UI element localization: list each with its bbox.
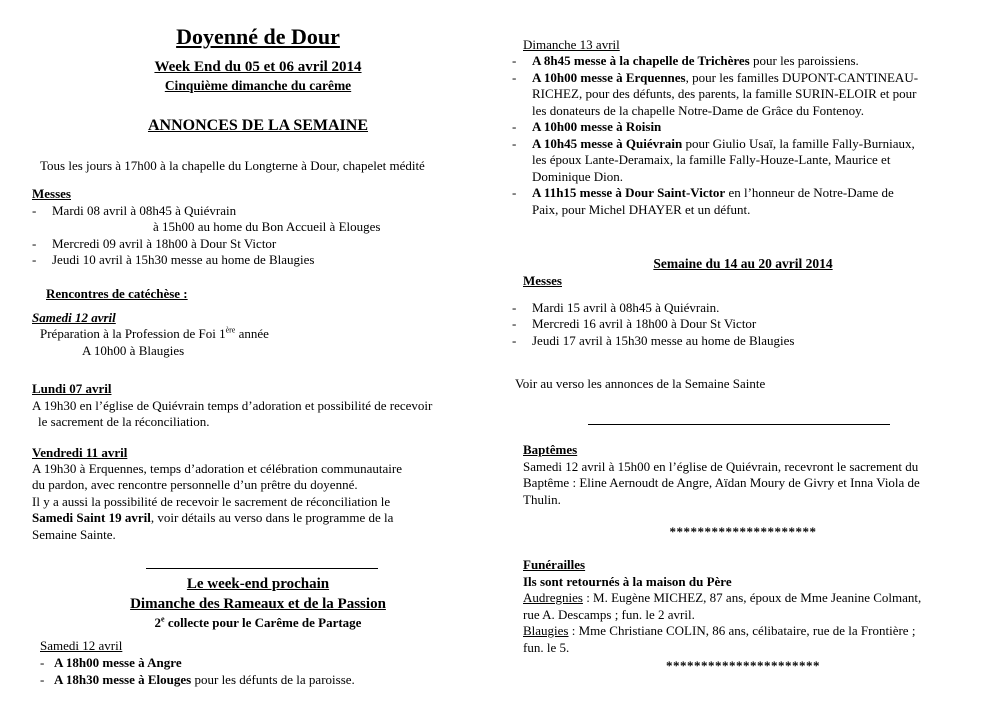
- verso-note: Voir au verso les annonces de la Semaine Sainte: [515, 376, 766, 391]
- sunday-mass-item: - A 11h15 messe à Dour Saint-Victor en l’honneur de Notre-Dame de: [512, 185, 894, 200]
- sunday-mass-continuation: les donateurs de la chapelle Notre-Dame de Grâce du Fontenoy.: [532, 103, 864, 118]
- mass-angre: - A 18h00 messe à Angre: [40, 655, 182, 670]
- vendredi-heading: Vendredi 11 avril: [32, 445, 128, 460]
- star-separator: **********************: [666, 658, 820, 673]
- rameaux-heading: Dimanche des Rameaux et de la Passion: [130, 596, 386, 612]
- samedi-12-prochain: Samedi 12 avril: [40, 638, 123, 653]
- preparation-place: A 10h00 à Blaugies: [82, 343, 185, 358]
- funeral-audregnies: Audregnies : M. Eugène MICHEZ, 87 ans, époux de Mme Jeanine Colmant,: [523, 590, 922, 605]
- mass-item: - Jeudi 10 avril à 15h30 messe au home de Blaugies: [32, 252, 315, 267]
- mass-item: - Mardi 08 avril à 08h45 à Quiévrain: [32, 203, 237, 218]
- section-divider: [146, 568, 378, 569]
- mass-elouges: - A 18h30 messe à Elouges pour les défunts de la paroisse.: [40, 672, 355, 687]
- annonces-heading: ANNONCES DE LA SEMAINE: [147, 117, 369, 134]
- lundi-heading: Lundi 07 avril: [32, 381, 112, 396]
- sunday-mass-item: - A 10h00 messe à Erquennes, pour les familles DUPONT-CANTINEAU-: [512, 70, 919, 85]
- collecte-text: 2e collecte pour le Carême de Partage: [154, 614, 362, 630]
- section-divider: [588, 424, 890, 425]
- samedi-12-heading: Samedi 12 avril: [32, 310, 116, 325]
- funerailles-heading: Funérailles: [523, 557, 586, 572]
- semaine-heading: Semaine du 14 au 20 avril 2014: [653, 256, 833, 271]
- sunday-subheading: Cinquième dimanche du carême: [164, 78, 352, 93]
- prochain-heading: Le week-end prochain: [186, 576, 330, 592]
- baptemes-text: Samedi 12 avril à 15h00 en l’église de Quiévrain, recevront le sacrement du: [523, 459, 919, 474]
- mass-item-continuation: à 15h00 au home du Bon Accueil à Elouges: [153, 219, 381, 234]
- baptemes-text: Thulin.: [523, 492, 561, 507]
- baptemes-text: Baptême : Eline Aernoudt de Angre, Aïdan Moury de Givry et Inna Viola de: [523, 475, 920, 490]
- sunday-mass-item: - A 8h45 messe à la chapelle de Trichères pour les paroissiens.: [512, 53, 859, 68]
- mass-item: - Mardi 15 avril à 08h45 à Quiévrain.: [512, 300, 720, 315]
- lundi-text: A 19h30 en l’église de Quiévrain temps d’adoration et possibilité de recevoir: [32, 398, 433, 413]
- sunday-mass-continuation: les époux Lante-Deramaix, la famille Fally-Houze-Lante, Maurice et: [532, 152, 891, 167]
- sunday-mass-continuation: Paix, pour Michel DHAYER et un défunt.: [532, 202, 751, 217]
- funeral-audregnies-cont: rue A. Descamps ; fun. le 2 avril.: [523, 607, 695, 622]
- dimanche-13-heading: Dimanche 13 avril: [523, 37, 620, 52]
- vendredi-text: Semaine Sainte.: [32, 527, 116, 542]
- messes-heading: Messes: [523, 273, 562, 288]
- star-separator: *********************: [669, 524, 817, 539]
- baptemes-heading: Baptêmes: [523, 442, 578, 457]
- messes-heading: Messes: [32, 186, 71, 201]
- lundi-text: le sacrement de la réconciliation.: [38, 414, 210, 429]
- retournes-text: Ils sont retournés à la maison du Père: [523, 574, 732, 589]
- page-title: Doyenné de Dour: [176, 24, 340, 49]
- funeral-blaugies-cont: fun. le 5.: [523, 640, 570, 655]
- vendredi-text: du pardon, avec rencontre personnelle d’un prêtre du doyenné.: [32, 477, 358, 492]
- mass-item: - Mercredi 16 avril à 18h00 à Dour St Victor: [512, 316, 757, 331]
- vendredi-text: A 19h30 à Erquennes, temps d’adoration et célébration communautaire: [32, 461, 403, 476]
- funeral-blaugies: Blaugies : Mme Christiane COLIN, 86 ans, célibataire, rue de la Frontière ;: [523, 623, 916, 638]
- daily-chapelet: Tous les jours à 17h00 à la chapelle du Longterne à Dour, chapelet médité: [40, 158, 425, 173]
- sunday-mass-continuation: Dominique Dion.: [532, 169, 623, 184]
- mass-item: - Mercredi 09 avril à 18h00 à Dour St Victor: [32, 236, 277, 251]
- vendredi-text: Samedi Saint 19 avril, voir détails au verso dans le programme de la: [32, 510, 394, 525]
- catechese-heading: Rencontres de catéchèse :: [46, 286, 188, 301]
- mass-item: - Jeudi 17 avril à 15h30 messe au home de Blaugies: [512, 333, 795, 348]
- vendredi-text: Il y a aussi la possibilité de recevoir le sacrement de réconciliation le: [32, 494, 391, 509]
- sunday-mass-continuation: RICHEZ, pour des défunts, des parents, la famille SURIN-ELOIR et pour: [532, 86, 917, 101]
- preparation-text: Préparation à la Profession de Foi 1ère année: [40, 325, 269, 341]
- sunday-mass-item: - A 10h45 messe à Quiévrain pour Giulio Usaï, la famille Fally-Burniaux,: [512, 136, 915, 151]
- weekend-heading: Week End du 05 et 06 avril 2014: [154, 59, 362, 75]
- sunday-mass-item: - A 10h00 messe à Roisin: [512, 119, 662, 134]
